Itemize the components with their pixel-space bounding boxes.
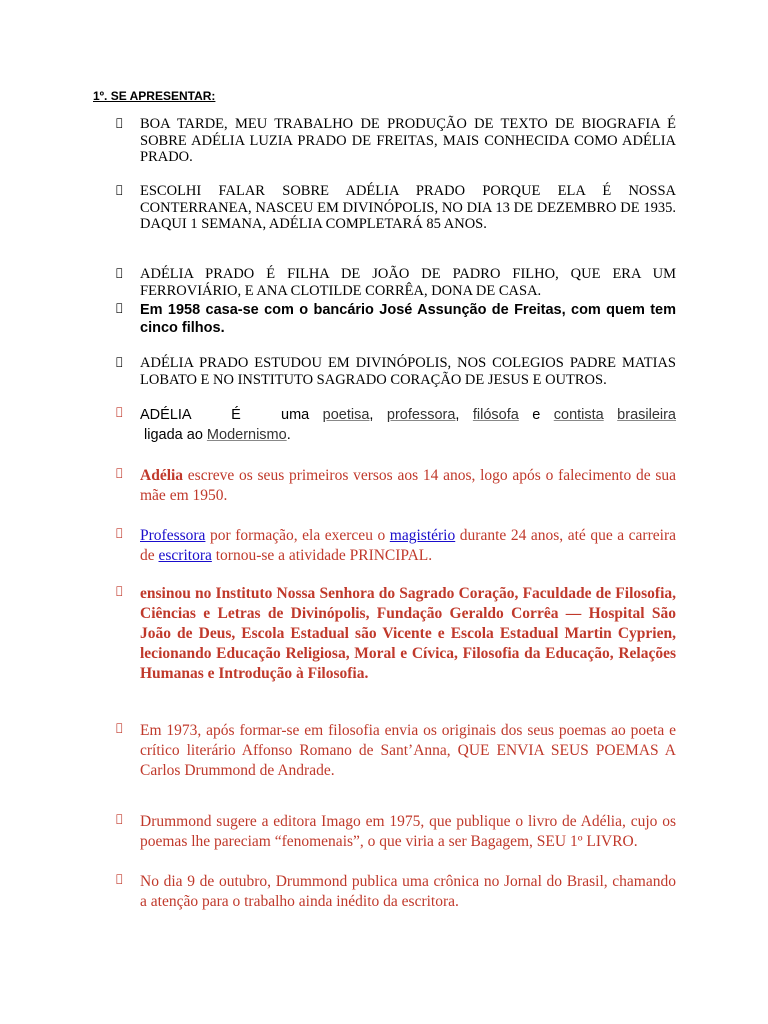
bullet-icon xyxy=(116,584,130,597)
link-escritora[interactable]: escritora xyxy=(158,547,212,564)
list-item xyxy=(116,466,676,506)
link-contista[interactable]: contista xyxy=(553,407,604,423)
paragraph-cronica: No dia 9 de outubro, Drummond publica uma crônica no Jornal do Brasil, chamando a atenção para o trabalho ainda inédito da escritora. xyxy=(140,873,676,910)
bullet-icon xyxy=(116,355,130,368)
link-brasileira[interactable]: brasileira xyxy=(617,407,677,423)
paragraph-reason: ESCOLHI FALAR SOBRE ADÉLIA PRADO PORQUE ELA É NOSSA CONTERRANEA, NASCEU EM DIVINÓPOLIS, NO DIA 13 DE DEZEMBRO DE 1935. DAQUI 1 SEMANA, ADÉLIA COMPLETARÁ 85 ANOS. xyxy=(140,183,676,232)
link-magisterio[interactable]: magistério xyxy=(389,527,456,544)
list-item xyxy=(116,812,676,852)
list-item xyxy=(116,405,676,445)
paragraph-career: Professora por formação, ela exerceu o magistério durante 24 anos, até que a carreira de escritora tornou-se a atividade PRINCIPAL. xyxy=(140,527,676,564)
link-professora-2[interactable]: Professora xyxy=(140,527,206,544)
paragraph-profession: ADÉLIA É uma poetisa, professora, filósofa e contista brasileira ligada ao Modernismo. xyxy=(140,407,677,443)
paragraph-greeting: BOA TARDE, MEU TRABALHO DE PRODUÇÃO DE TEXTO DE BIOGRAFIA É SOBRE ADÉLIA LUZIA PRADO DE FREITAS, MAIS CONHECIDA COMO ADÉLIA PRADO. xyxy=(140,116,676,165)
bullet-icon xyxy=(116,526,130,539)
bullet-icon xyxy=(116,466,130,479)
list-item xyxy=(116,355,676,388)
bullet-icon xyxy=(116,301,130,314)
paragraph-marriage: Em 1958 casa-se com o bancário José Assunção de Freitas, com quem tem cinco filhos. xyxy=(140,302,676,336)
bullet-icon xyxy=(116,183,130,196)
list-item xyxy=(116,183,676,233)
bullet-icon xyxy=(116,116,130,129)
bullet-icon xyxy=(116,266,130,279)
list-item xyxy=(116,301,676,337)
list-item xyxy=(116,526,676,566)
section-heading: 1º. SE APRESENTAR: xyxy=(93,89,216,103)
list-item xyxy=(116,584,676,684)
paragraph-first-verses: Adélia escreve os seus primeiros versos aos 14 anos, logo após o falecimento de sua mãe em 1950. xyxy=(140,467,676,504)
bullet-icon xyxy=(116,812,130,825)
paragraph-1973: Em 1973, após formar-se em filosofia envia os originais dos seus poemas ao poeta e crítico literário Affonso Romano de Sant’Anna, QUE ENVIA SEUS POEMAS A Carlos Drummond de Andrade. xyxy=(140,722,676,779)
list-item xyxy=(116,116,676,166)
list-item xyxy=(116,721,676,781)
link-professora[interactable]: professora xyxy=(386,407,456,423)
paragraph-education: ADÉLIA PRADO ESTUDOU EM DIVINÓPOLIS, NOS COLEGIOS PADRE MATIAS LOBATO E NO INSTITUTO SAGRADO CORAÇÃO DE JESUS E OUTROS. xyxy=(140,355,676,388)
link-modernismo[interactable]: Modernismo xyxy=(206,427,287,443)
list-item xyxy=(116,872,676,912)
link-filosofa[interactable]: filósofa xyxy=(472,407,519,423)
link-poetisa[interactable]: poetisa xyxy=(322,407,370,423)
paragraph-drummond-imago: Drummond sugere a editora Imago em 1975, que publique o livro de Adélia, cujo os poemas lhe pareciam “fenomenais”, o que viria a ser Bagagem, SEU 1º LIVRO. xyxy=(140,813,676,850)
bullet-icon xyxy=(116,405,130,418)
list-item xyxy=(116,266,676,299)
bullet-icon xyxy=(116,721,130,734)
paragraph-parents: ADÉLIA PRADO É FILHA DE JOÃO DE PADRO FILHO, QUE ERA UM FERROVIÁRIO, E ANA CLOTILDE CORRÊA, DONA DE CASA. xyxy=(140,266,676,299)
bullet-icon xyxy=(116,872,130,885)
paragraph-teaching: ensinou no Instituto Nossa Senhora do Sagrado Coração, Faculdade de Filosofia, Ciências e Letras de Divinópolis, Fundação Geraldo Corrêa — Hospital São João de Deus, Escola Estadual são Vicente e Escola Estadual Martin Cyprien, lecionando Educação Religiosa, Moral e Cívica, Filosofia da Educação, Relações Humanas e Introdução à Filosofia. xyxy=(140,585,676,682)
